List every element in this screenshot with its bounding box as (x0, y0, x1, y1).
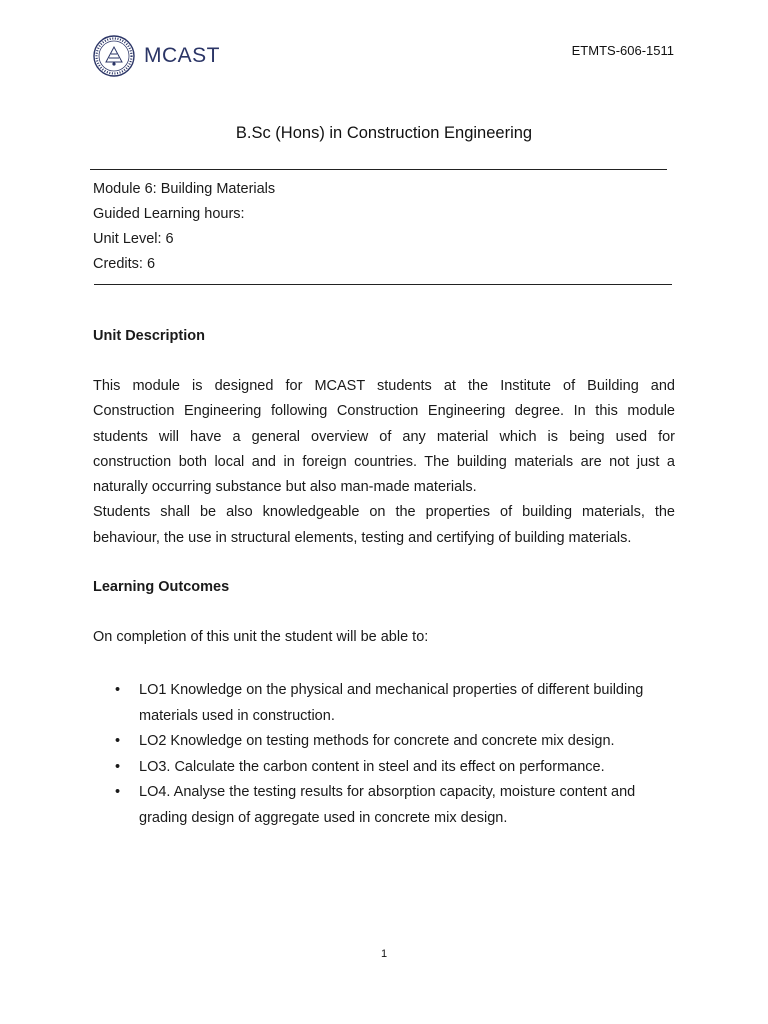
bullet-icon: • (115, 758, 121, 775)
learning-outcome-text: LO3. Calculate the carbon content in steel and its effect on performance. (139, 758, 605, 775)
bullet-icon: • (115, 733, 121, 749)
learning-outcome-item (93, 755, 683, 781)
learning-outcome-text: LO1 Knowledge on the physical and mechanical properties of different building materials used in construction. (139, 682, 644, 724)
description-line: Construction Engineering following Construction Engineering degree. In this module (93, 403, 675, 420)
mcast-seal-icon (92, 34, 136, 78)
guided-learning-hours: Guided Learning hours: (93, 206, 245, 222)
logo-wordmark: MCAST (144, 44, 220, 67)
credits: Credits: 6 (93, 256, 156, 272)
page-number: 1 (380, 948, 388, 960)
module-name: Module 6: Building Materials (93, 181, 276, 197)
divider-top (90, 169, 667, 170)
learning-outcome-text: LO4. Analyse the testing results for absorption capacity, moisture content and grading design of aggregate used in concrete mix design. (139, 784, 636, 826)
description-line: construction both local and in foreign countries. The building materials are not just a (93, 453, 675, 470)
bullet-icon: • (115, 784, 121, 800)
unit-description-heading: Unit Description (93, 328, 205, 344)
document-title: B.Sc (Hons) in Construction Engineering (235, 124, 533, 142)
description-line: students will have a general overview of any material which is being used for (93, 428, 675, 445)
learning-outcomes-intro: On completion of this unit the student will be able to: (93, 629, 429, 645)
description-line: naturally occurring substance but also man-made materials. (93, 479, 477, 496)
description-line: behaviour, the use in structural elements, testing and certifying of building materials. (93, 529, 632, 546)
module-info (93, 177, 275, 277)
learning-outcome-item (93, 729, 683, 755)
description-line: Students shall be also knowledgeable on the properties of building materials, the (93, 504, 675, 521)
learning-outcomes-list (93, 678, 683, 831)
learning-outcome-item (93, 678, 683, 729)
divider-bottom (94, 284, 672, 285)
mcast-logo (92, 34, 220, 78)
document-code: ETMTS-606-1511 (571, 43, 674, 58)
unit-description-body (93, 374, 675, 551)
learning-outcome-item (93, 780, 683, 831)
bullet-icon: • (115, 682, 121, 698)
unit-level: Unit Level: 6 (93, 231, 174, 247)
learning-outcomes-heading: Learning Outcomes (93, 579, 230, 595)
description-line: This module is designed for MCAST students at the Institute of Building and (93, 378, 675, 394)
learning-outcome-text: LO2 Knowledge on testing methods for concrete and concrete mix design. (139, 733, 615, 749)
